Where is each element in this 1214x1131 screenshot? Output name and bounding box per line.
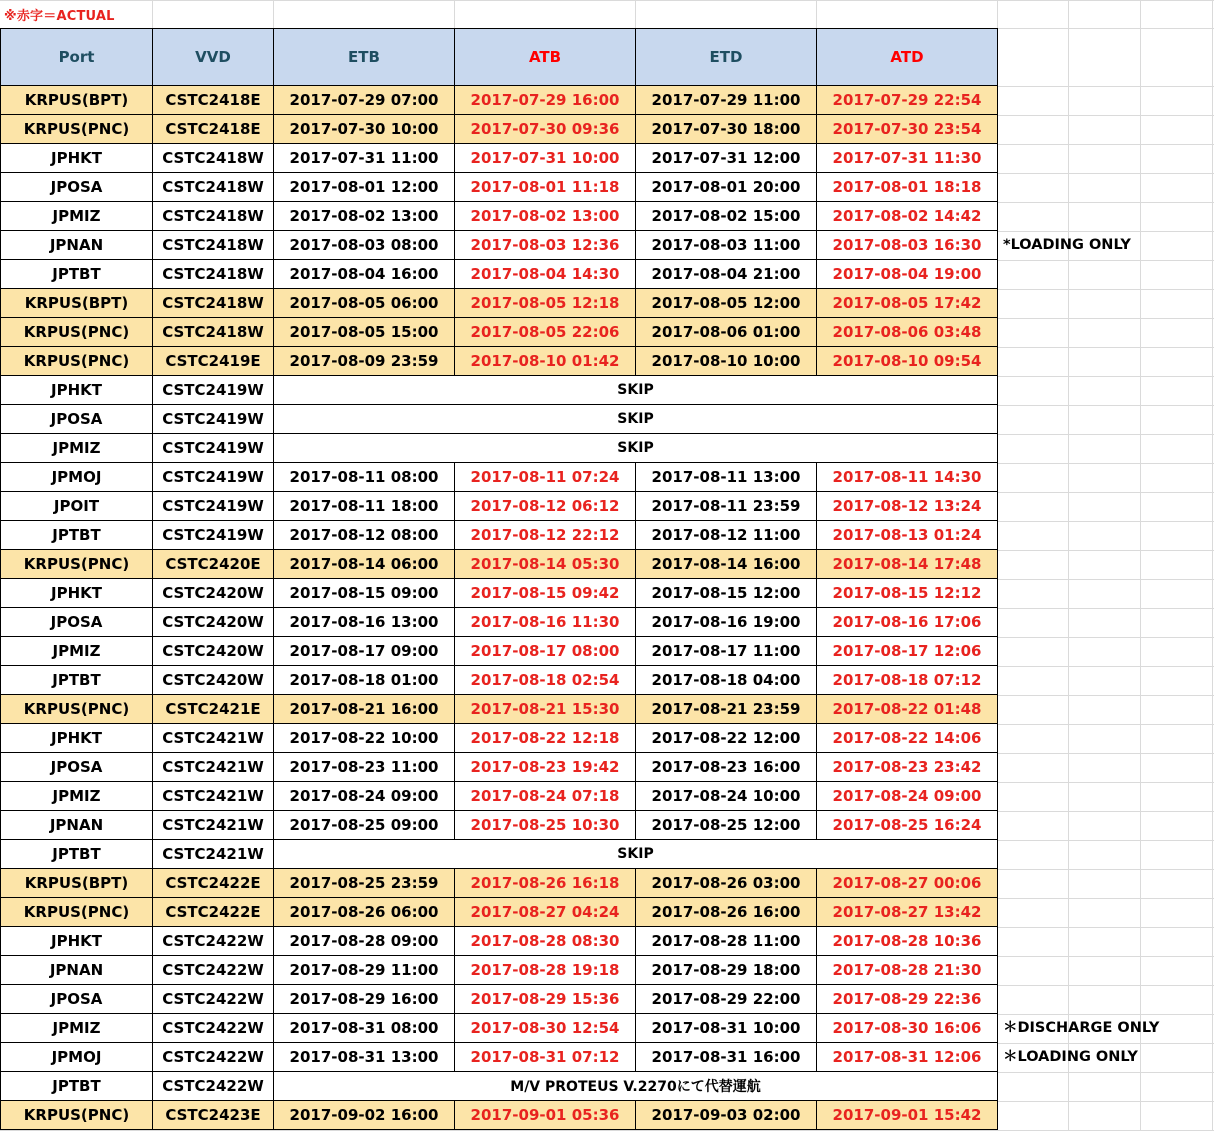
etb-cell[interactable]: 2017-08-29 11:00 bbox=[274, 956, 455, 985]
etd-cell[interactable]: 2017-08-25 12:00 bbox=[636, 811, 817, 840]
vvd-cell[interactable]: CSTC2420W bbox=[153, 666, 274, 695]
header-port[interactable]: Port bbox=[1, 29, 153, 86]
atb-cell[interactable]: 2017-08-02 13:00 bbox=[455, 202, 636, 231]
table-row bbox=[1, 405, 998, 434]
etb-cell[interactable]: 2017-08-31 13:00 bbox=[274, 1043, 455, 1072]
table-row bbox=[1, 202, 998, 231]
etb-cell[interactable]: 2017-08-05 06:00 bbox=[274, 289, 455, 318]
port-cell[interactable]: JPHKT bbox=[1, 724, 153, 753]
etd-cell[interactable]: 2017-08-29 18:00 bbox=[636, 956, 817, 985]
port-cell[interactable]: JPHKT bbox=[1, 144, 153, 173]
atd-cell[interactable]: 2017-08-25 16:24 bbox=[817, 811, 998, 840]
etb-cell[interactable]: 2017-08-12 08:00 bbox=[274, 521, 455, 550]
atd-cell[interactable]: 2017-08-30 16:06 bbox=[817, 1014, 998, 1043]
header-row bbox=[1, 29, 998, 86]
port-cell[interactable]: KRPUS(BPT) bbox=[1, 289, 153, 318]
atd-cell[interactable]: 2017-08-24 09:00 bbox=[817, 782, 998, 811]
etb-cell[interactable]: 2017-08-17 09:00 bbox=[274, 637, 455, 666]
vvd-cell[interactable]: CSTC2419W bbox=[153, 521, 274, 550]
etb-cell[interactable]: 2017-08-14 06:00 bbox=[274, 550, 455, 579]
table-row bbox=[1, 463, 998, 492]
header-vvd[interactable]: VVD bbox=[153, 29, 274, 86]
vvd-cell[interactable]: CSTC2422W bbox=[153, 985, 274, 1014]
atb-cell[interactable]: 2017-08-10 01:42 bbox=[455, 347, 636, 376]
etb-cell[interactable]: 2017-08-09 23:59 bbox=[274, 347, 455, 376]
etd-cell[interactable]: 2017-07-31 12:00 bbox=[636, 144, 817, 173]
atb-cell[interactable]: 2017-08-23 19:42 bbox=[455, 753, 636, 782]
etb-cell[interactable]: 2017-08-25 09:00 bbox=[274, 811, 455, 840]
port-cell[interactable]: JPTBT bbox=[1, 260, 153, 289]
atb-cell[interactable]: 2017-08-16 11:30 bbox=[455, 608, 636, 637]
table-row bbox=[1, 1043, 998, 1072]
etd-cell[interactable]: 2017-08-05 12:00 bbox=[636, 289, 817, 318]
etd-cell[interactable]: 2017-08-10 10:00 bbox=[636, 347, 817, 376]
vvd-cell[interactable]: CSTC2420W bbox=[153, 579, 274, 608]
atd-cell[interactable]: 2017-08-03 16:30 bbox=[817, 231, 998, 260]
atb-cell[interactable]: 2017-07-29 16:00 bbox=[455, 86, 636, 115]
table-row bbox=[1, 434, 998, 463]
table-row bbox=[1, 1014, 998, 1043]
atd-cell[interactable]: 2017-08-17 12:06 bbox=[817, 637, 998, 666]
atb-cell[interactable]: 2017-08-25 10:30 bbox=[455, 811, 636, 840]
etb-cell[interactable]: 2017-08-18 01:00 bbox=[274, 666, 455, 695]
atd-cell[interactable]: 2017-09-01 15:42 bbox=[817, 1101, 998, 1130]
port-cell[interactable]: JPMOJ bbox=[1, 1043, 153, 1072]
vvd-cell[interactable]: CSTC2421E bbox=[153, 695, 274, 724]
atd-cell[interactable]: 2017-08-27 13:42 bbox=[817, 898, 998, 927]
atb-cell[interactable]: 2017-08-21 15:30 bbox=[455, 695, 636, 724]
etb-cell[interactable]: 2017-08-05 15:00 bbox=[274, 318, 455, 347]
port-cell[interactable]: JPTBT bbox=[1, 521, 153, 550]
etd-cell[interactable]: 2017-08-03 11:00 bbox=[636, 231, 817, 260]
etb-cell[interactable]: 2017-08-22 10:00 bbox=[274, 724, 455, 753]
table-row bbox=[1, 86, 998, 115]
table-row bbox=[1, 927, 998, 956]
vvd-cell[interactable]: CSTC2419W bbox=[153, 434, 274, 463]
merged-status-cell[interactable]: M/V PROTEUS V.2270にて代替運航 bbox=[274, 1072, 998, 1101]
atb-cell[interactable]: 2017-08-03 12:36 bbox=[455, 231, 636, 260]
atb-cell[interactable]: 2017-07-31 10:00 bbox=[455, 144, 636, 173]
etb-cell[interactable]: 2017-08-21 16:00 bbox=[274, 695, 455, 724]
etb-cell[interactable]: 2017-08-31 08:00 bbox=[274, 1014, 455, 1043]
table-row bbox=[1, 724, 998, 753]
port-cell[interactable]: JPMIZ bbox=[1, 1014, 153, 1043]
table-row bbox=[1, 666, 998, 695]
etd-cell[interactable]: 2017-08-17 11:00 bbox=[636, 637, 817, 666]
port-cell[interactable]: JPHKT bbox=[1, 927, 153, 956]
vvd-cell[interactable]: CSTC2418W bbox=[153, 144, 274, 173]
port-cell[interactable]: KRPUS(PNC) bbox=[1, 318, 153, 347]
vvd-cell[interactable]: CSTC2418W bbox=[153, 231, 274, 260]
atb-cell[interactable]: 2017-08-22 12:18 bbox=[455, 724, 636, 753]
etd-cell[interactable]: 2017-08-28 11:00 bbox=[636, 927, 817, 956]
etd-cell[interactable]: 2017-08-29 22:00 bbox=[636, 985, 817, 1014]
port-cell[interactable]: KRPUS(PNC) bbox=[1, 695, 153, 724]
table-row bbox=[1, 260, 998, 289]
table-row bbox=[1, 115, 998, 144]
header-etd[interactable]: ETD bbox=[636, 29, 817, 86]
etb-cell[interactable]: 2017-08-15 09:00 bbox=[274, 579, 455, 608]
vvd-cell[interactable]: CSTC2419W bbox=[153, 405, 274, 434]
etb-cell[interactable]: 2017-08-26 06:00 bbox=[274, 898, 455, 927]
merged-status-cell[interactable]: SKIP bbox=[274, 376, 998, 405]
merged-status-cell[interactable]: SKIP bbox=[274, 840, 998, 869]
vvd-cell[interactable]: CSTC2422W bbox=[153, 927, 274, 956]
etd-cell[interactable]: 2017-08-11 13:00 bbox=[636, 463, 817, 492]
atb-cell[interactable]: 2017-08-30 12:54 bbox=[455, 1014, 636, 1043]
table-row bbox=[1, 550, 998, 579]
port-cell[interactable]: JPMOJ bbox=[1, 463, 153, 492]
etd-cell[interactable]: 2017-09-03 02:00 bbox=[636, 1101, 817, 1130]
vvd-cell[interactable]: CSTC2420W bbox=[153, 637, 274, 666]
port-cell[interactable]: KRPUS(PNC) bbox=[1, 1101, 153, 1130]
atd-cell[interactable]: 2017-08-23 23:42 bbox=[817, 753, 998, 782]
schedule-table bbox=[0, 28, 998, 1130]
atd-cell[interactable]: 2017-08-27 00:06 bbox=[817, 869, 998, 898]
atd-cell[interactable]: 2017-08-05 17:42 bbox=[817, 289, 998, 318]
table-row bbox=[1, 1072, 998, 1101]
table-header bbox=[1, 29, 998, 86]
atb-cell[interactable]: 2017-08-01 11:18 bbox=[455, 173, 636, 202]
table-row bbox=[1, 782, 998, 811]
atd-cell[interactable]: 2017-08-22 14:06 bbox=[817, 724, 998, 753]
atb-cell[interactable]: 2017-07-30 09:36 bbox=[455, 115, 636, 144]
etd-cell[interactable]: 2017-08-23 16:00 bbox=[636, 753, 817, 782]
vvd-cell[interactable]: CSTC2421W bbox=[153, 811, 274, 840]
port-cell[interactable]: KRPUS(BPT) bbox=[1, 869, 153, 898]
header-atb[interactable]: ATB bbox=[455, 29, 636, 86]
etb-cell[interactable]: 2017-08-23 11:00 bbox=[274, 753, 455, 782]
port-cell[interactable]: JPMIZ bbox=[1, 637, 153, 666]
table-row bbox=[1, 956, 998, 985]
etb-cell[interactable]: 2017-08-25 23:59 bbox=[274, 869, 455, 898]
etb-cell[interactable]: 2017-07-30 10:00 bbox=[274, 115, 455, 144]
atd-cell[interactable]: 2017-08-02 14:42 bbox=[817, 202, 998, 231]
table-row bbox=[1, 753, 998, 782]
etd-cell[interactable]: 2017-08-04 21:00 bbox=[636, 260, 817, 289]
atd-cell[interactable]: 2017-07-31 11:30 bbox=[817, 144, 998, 173]
atd-cell[interactable]: 2017-08-28 10:36 bbox=[817, 927, 998, 956]
etd-cell[interactable]: 2017-08-02 15:00 bbox=[636, 202, 817, 231]
etb-cell[interactable]: 2017-07-29 07:00 bbox=[274, 86, 455, 115]
atd-cell[interactable]: 2017-08-29 22:36 bbox=[817, 985, 998, 1014]
table-row bbox=[1, 579, 998, 608]
etd-cell[interactable]: 2017-08-16 19:00 bbox=[636, 608, 817, 637]
atd-cell[interactable]: 2017-08-31 12:06 bbox=[817, 1043, 998, 1072]
port-cell[interactable]: JPNAN bbox=[1, 231, 153, 260]
table-row bbox=[1, 347, 998, 376]
header-etb[interactable]: ETB bbox=[274, 29, 455, 86]
port-cell[interactable]: KRPUS(PNC) bbox=[1, 898, 153, 927]
atd-cell[interactable]: 2017-08-04 19:00 bbox=[817, 260, 998, 289]
header-atd[interactable]: ATD bbox=[817, 29, 998, 86]
vvd-cell[interactable]: CSTC2421W bbox=[153, 840, 274, 869]
atd-cell[interactable]: 2017-08-28 21:30 bbox=[817, 956, 998, 985]
port-cell[interactable]: KRPUS(PNC) bbox=[1, 115, 153, 144]
merged-status-cell[interactable]: SKIP bbox=[274, 405, 998, 434]
atd-cell[interactable]: 2017-08-10 09:54 bbox=[817, 347, 998, 376]
vvd-cell[interactable]: CSTC2420W bbox=[153, 608, 274, 637]
port-cell[interactable]: JPOSA bbox=[1, 608, 153, 637]
port-cell[interactable]: JPMIZ bbox=[1, 202, 153, 231]
table-row bbox=[1, 695, 998, 724]
port-cell[interactable]: JPTBT bbox=[1, 1072, 153, 1101]
etd-cell[interactable]: 2017-08-15 12:00 bbox=[636, 579, 817, 608]
port-cell[interactable]: JPNAN bbox=[1, 956, 153, 985]
table-row bbox=[1, 985, 998, 1014]
atb-cell[interactable]: 2017-09-01 05:36 bbox=[455, 1101, 636, 1130]
etd-cell[interactable]: 2017-08-31 16:00 bbox=[636, 1043, 817, 1072]
vvd-cell[interactable]: CSTC2422W bbox=[153, 1014, 274, 1043]
etd-cell[interactable]: 2017-08-21 23:59 bbox=[636, 695, 817, 724]
row-remark[interactable]: ＊LOADING ONLY bbox=[1003, 1048, 1138, 1065]
etd-cell[interactable]: 2017-08-01 20:00 bbox=[636, 173, 817, 202]
vvd-cell[interactable]: CSTC2421W bbox=[153, 782, 274, 811]
vvd-cell[interactable]: CSTC2418W bbox=[153, 260, 274, 289]
vvd-cell[interactable]: CSTC2418W bbox=[153, 173, 274, 202]
etd-cell[interactable]: 2017-08-06 01:00 bbox=[636, 318, 817, 347]
etd-cell[interactable]: 2017-08-11 23:59 bbox=[636, 492, 817, 521]
vvd-cell[interactable]: CSTC2422E bbox=[153, 869, 274, 898]
etd-cell[interactable]: 2017-08-18 04:00 bbox=[636, 666, 817, 695]
vvd-cell[interactable]: CSTC2422W bbox=[153, 956, 274, 985]
table-row bbox=[1, 318, 998, 347]
atb-cell[interactable]: 2017-08-04 14:30 bbox=[455, 260, 636, 289]
etb-cell[interactable]: 2017-08-04 16:00 bbox=[274, 260, 455, 289]
vvd-cell[interactable]: CSTC2418E bbox=[153, 115, 274, 144]
port-cell[interactable]: JPMIZ bbox=[1, 782, 153, 811]
port-cell[interactable]: JPOSA bbox=[1, 405, 153, 434]
atb-cell[interactable]: 2017-08-18 02:54 bbox=[455, 666, 636, 695]
table-row bbox=[1, 637, 998, 666]
atb-cell[interactable]: 2017-08-28 08:30 bbox=[455, 927, 636, 956]
etd-cell[interactable]: 2017-08-26 16:00 bbox=[636, 898, 817, 927]
vvd-cell[interactable]: CSTC2418E bbox=[153, 86, 274, 115]
row-remark[interactable]: *LOADING ONLY bbox=[1003, 236, 1131, 253]
port-cell[interactable]: JPNAN bbox=[1, 811, 153, 840]
atd-cell[interactable]: 2017-08-18 07:12 bbox=[817, 666, 998, 695]
etd-cell[interactable]: 2017-08-26 03:00 bbox=[636, 869, 817, 898]
etb-cell[interactable]: 2017-07-31 11:00 bbox=[274, 144, 455, 173]
etd-cell[interactable]: 2017-08-24 10:00 bbox=[636, 782, 817, 811]
table-row bbox=[1, 173, 998, 202]
table-row bbox=[1, 289, 998, 318]
remarks-column bbox=[1000, 0, 1214, 1131]
table-row bbox=[1, 840, 998, 869]
etb-cell[interactable]: 2017-08-28 09:00 bbox=[274, 927, 455, 956]
etb-cell[interactable]: 2017-08-29 16:00 bbox=[274, 985, 455, 1014]
atd-cell[interactable]: 2017-08-01 18:18 bbox=[817, 173, 998, 202]
etb-cell[interactable]: 2017-09-02 16:00 bbox=[274, 1101, 455, 1130]
table-row bbox=[1, 898, 998, 927]
vvd-cell[interactable]: CSTC2419W bbox=[153, 463, 274, 492]
atd-cell[interactable]: 2017-08-22 01:48 bbox=[817, 695, 998, 724]
atd-cell[interactable]: 2017-08-14 17:48 bbox=[817, 550, 998, 579]
atb-cell[interactable]: 2017-08-17 08:00 bbox=[455, 637, 636, 666]
etd-cell[interactable]: 2017-08-31 10:00 bbox=[636, 1014, 817, 1043]
atd-cell[interactable]: 2017-08-06 03:48 bbox=[817, 318, 998, 347]
table-row bbox=[1, 521, 998, 550]
etd-cell[interactable]: 2017-08-14 16:00 bbox=[636, 550, 817, 579]
atb-cell[interactable]: 2017-08-14 05:30 bbox=[455, 550, 636, 579]
table-row bbox=[1, 231, 998, 260]
etd-cell[interactable]: 2017-07-30 18:00 bbox=[636, 115, 817, 144]
vvd-cell[interactable]: CSTC2421W bbox=[153, 724, 274, 753]
vvd-cell[interactable]: CSTC2419E bbox=[153, 347, 274, 376]
port-cell[interactable]: JPOSA bbox=[1, 753, 153, 782]
port-cell[interactable]: JPTBT bbox=[1, 840, 153, 869]
atb-cell[interactable]: 2017-08-12 06:12 bbox=[455, 492, 636, 521]
atb-cell[interactable]: 2017-08-31 07:12 bbox=[455, 1043, 636, 1072]
etb-cell[interactable]: 2017-08-03 08:00 bbox=[274, 231, 455, 260]
etb-cell[interactable]: 2017-08-01 12:00 bbox=[274, 173, 455, 202]
port-cell[interactable]: JPHKT bbox=[1, 376, 153, 405]
vvd-cell[interactable]: CSTC2422W bbox=[153, 1043, 274, 1072]
table-row bbox=[1, 492, 998, 521]
port-cell[interactable]: JPTBT bbox=[1, 666, 153, 695]
port-cell[interactable]: KRPUS(PNC) bbox=[1, 347, 153, 376]
vvd-cell[interactable]: CSTC2418W bbox=[153, 202, 274, 231]
atb-cell[interactable]: 2017-08-28 19:18 bbox=[455, 956, 636, 985]
atd-cell[interactable]: 2017-08-15 12:12 bbox=[817, 579, 998, 608]
etb-cell[interactable]: 2017-08-11 18:00 bbox=[274, 492, 455, 521]
etb-cell[interactable]: 2017-08-24 09:00 bbox=[274, 782, 455, 811]
table-row bbox=[1, 608, 998, 637]
port-cell[interactable]: KRPUS(PNC) bbox=[1, 550, 153, 579]
atb-cell[interactable]: 2017-08-24 07:18 bbox=[455, 782, 636, 811]
port-cell[interactable]: JPHKT bbox=[1, 579, 153, 608]
atd-cell[interactable]: 2017-07-29 22:54 bbox=[817, 86, 998, 115]
table-row bbox=[1, 1101, 998, 1130]
row-remark[interactable]: ＊DISCHARGE ONLY bbox=[1003, 1019, 1160, 1036]
atb-cell[interactable]: 2017-08-15 09:42 bbox=[455, 579, 636, 608]
atb-cell[interactable]: 2017-08-29 15:36 bbox=[455, 985, 636, 1014]
merged-status-cell[interactable]: SKIP bbox=[274, 434, 998, 463]
vvd-cell[interactable]: CSTC2418W bbox=[153, 289, 274, 318]
vvd-cell[interactable]: CSTC2422E bbox=[153, 898, 274, 927]
atb-cell[interactable]: 2017-08-05 12:18 bbox=[455, 289, 636, 318]
etd-cell[interactable]: 2017-08-22 12:00 bbox=[636, 724, 817, 753]
atd-cell[interactable]: 2017-08-16 17:06 bbox=[817, 608, 998, 637]
atd-cell[interactable]: 2017-08-12 13:24 bbox=[817, 492, 998, 521]
vvd-cell[interactable]: CSTC2419W bbox=[153, 492, 274, 521]
vvd-cell[interactable]: CSTC2419W bbox=[153, 376, 274, 405]
atd-cell[interactable]: 2017-07-30 23:54 bbox=[817, 115, 998, 144]
atb-cell[interactable]: 2017-08-11 07:24 bbox=[455, 463, 636, 492]
legend-note: ※赤字＝ACTUAL bbox=[4, 9, 115, 24]
table-row bbox=[1, 144, 998, 173]
table-row bbox=[1, 376, 998, 405]
atb-cell[interactable]: 2017-08-05 22:06 bbox=[455, 318, 636, 347]
atb-cell[interactable]: 2017-08-12 22:12 bbox=[455, 521, 636, 550]
etd-cell[interactable]: 2017-07-29 11:00 bbox=[636, 86, 817, 115]
etb-cell[interactable]: 2017-08-11 08:00 bbox=[274, 463, 455, 492]
atb-cell[interactable]: 2017-08-26 16:18 bbox=[455, 869, 636, 898]
etb-cell[interactable]: 2017-08-02 13:00 bbox=[274, 202, 455, 231]
vvd-cell[interactable]: CSTC2422W bbox=[153, 1072, 274, 1101]
vvd-cell[interactable]: CSTC2420E bbox=[153, 550, 274, 579]
table-row bbox=[1, 811, 998, 840]
atd-cell[interactable]: 2017-08-11 14:30 bbox=[817, 463, 998, 492]
port-cell[interactable]: KRPUS(BPT) bbox=[1, 86, 153, 115]
atd-cell[interactable]: 2017-08-13 01:24 bbox=[817, 521, 998, 550]
vvd-cell[interactable]: CSTC2421W bbox=[153, 753, 274, 782]
atb-cell[interactable]: 2017-08-27 04:24 bbox=[455, 898, 636, 927]
etd-cell[interactable]: 2017-08-12 11:00 bbox=[636, 521, 817, 550]
vvd-cell[interactable]: CSTC2423E bbox=[153, 1101, 274, 1130]
table-row bbox=[1, 869, 998, 898]
port-cell[interactable]: JPOIT bbox=[1, 492, 153, 521]
port-cell[interactable]: JPMIZ bbox=[1, 434, 153, 463]
table-body bbox=[1, 86, 998, 1130]
vvd-cell[interactable]: CSTC2418W bbox=[153, 318, 274, 347]
etb-cell[interactable]: 2017-08-16 13:00 bbox=[274, 608, 455, 637]
port-cell[interactable]: JPOSA bbox=[1, 985, 153, 1014]
port-cell[interactable]: JPOSA bbox=[1, 173, 153, 202]
